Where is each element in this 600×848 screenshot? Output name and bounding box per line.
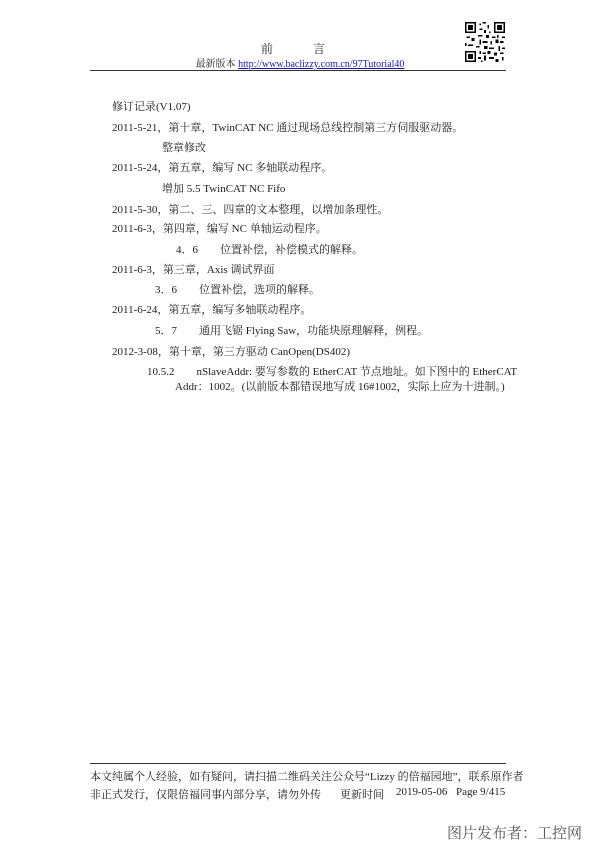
revision-line: 2011-5-24，第五章，编写 NC 多轴联动程序。 (112, 162, 333, 174)
revision-line: 2011-6-3，第四章，编写 NC 单轴运动程序。 (112, 223, 327, 235)
revision-line: 增加 5.5 TwinCAT NC Fifo (162, 183, 286, 195)
page-number: Page 9/415 (456, 786, 506, 798)
revision-line: 5．7 通用飞锯 Flying Saw，功能块原理解释，例程。 (155, 325, 429, 337)
latest-version-line (0, 55, 600, 70)
header-divider (90, 70, 506, 71)
footer-note: 本文纯属个人经验，如有疑问，请扫描二维码关注公众号“Lizzy 的倍福园地”，联系原作者 (90, 771, 524, 783)
tutorial-link[interactable]: http://www.baclizzy.com.cn/97Tutorial40 (238, 59, 405, 70)
publisher-watermark: 图片发布者：工控网 (446, 824, 582, 842)
revision-line: 4．6 位置补偿，补偿模式的解释。 (176, 244, 363, 256)
revision-line: 整章修改 (162, 142, 206, 154)
revision-line: 2011-6-3，第三章，Axis 调试界面 (112, 264, 275, 276)
revision-line: 10.5.2 nSlaveAddr: 要写参数的 EtherCAT 节点地址。如下图中的 EtherCAT (147, 366, 518, 378)
footer-distribution-note: 非正式发行，仅限倍福同事内部分享，请勿外传 (90, 789, 321, 801)
revision-line: 2011-5-30，第二、三、四章的文本整理，以增加条理性。 (112, 204, 389, 216)
qr-code-icon (465, 22, 505, 62)
revision-line: 2012-3-08，第十章，第三方驱动 CanOpen(DS402) (112, 346, 351, 358)
revision-line: 2011-5-21，第十章，TwinCAT NC 通过现场总线控制第三方伺服驱动器。 (112, 122, 464, 134)
revision-line: 2011-6-24，第五章，编写多轴联动程序。 (112, 304, 312, 316)
revision-line: 3．6 位置补偿，选项的解释。 (155, 284, 320, 296)
update-label: 更新时间 (340, 789, 384, 801)
revision-line: Addr：1002。(以前版本都错误地写成 16#1002，实际上应为十进制。) (175, 381, 505, 393)
page-title: 前 言 (260, 42, 339, 56)
revision-heading: 修订记录(V1.07) (112, 101, 191, 113)
footer-divider (90, 763, 506, 764)
latest-version-label: 最新版本 (195, 59, 236, 70)
update-date: 2019-05-06 (396, 786, 448, 798)
